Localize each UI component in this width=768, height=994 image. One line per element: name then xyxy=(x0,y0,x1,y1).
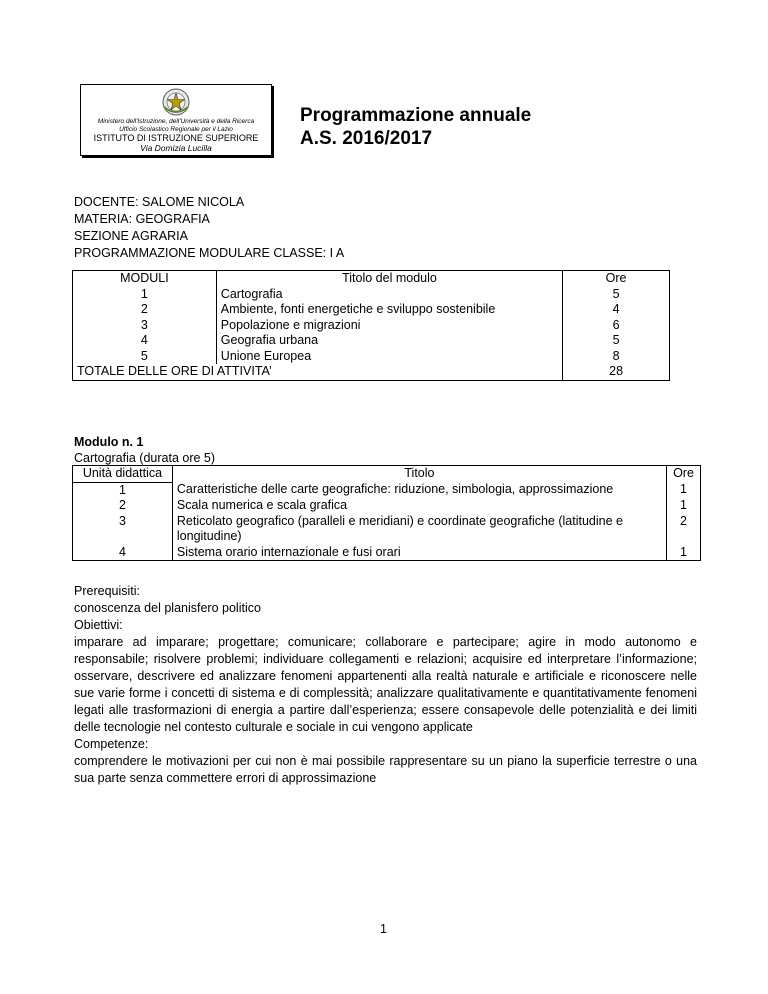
module-hours: 8 xyxy=(563,349,670,365)
module-hours: 5 xyxy=(563,287,670,303)
unit-title: Sistema orario internazionale e fusi orari xyxy=(172,545,666,561)
table-header-row xyxy=(73,271,670,287)
logo-address-line: Via Domizia Lucilla xyxy=(140,143,212,153)
module-number: 2 xyxy=(73,302,217,318)
sezione-line: SEZIONE AGRARIA xyxy=(74,229,188,243)
title-line-1: Programmazione annuale xyxy=(300,105,532,126)
units-table xyxy=(72,465,701,561)
unit-number: 1 xyxy=(73,482,173,498)
logo-institute-line: ISTITUTO DI ISTRUZIONE SUPERIORE xyxy=(93,133,259,143)
table-row xyxy=(73,318,670,334)
modulo-heading xyxy=(74,434,215,466)
italian-republic-emblem-icon xyxy=(161,87,191,117)
school-logo-box xyxy=(80,84,272,156)
unit-hours: 1 xyxy=(667,545,701,561)
modulo-subtitle: Cartografia (durata ore 5) xyxy=(74,451,216,465)
table-row xyxy=(73,302,670,318)
obiettivi-label: Obiettivi: xyxy=(74,618,123,632)
competenze-text: comprendere le motivazioni per cui non è mai possibile rappresentare su un piano la superficie terrestre o una sua parte senza commettere errori di approssimazione xyxy=(74,754,697,785)
module-title: Ambiente, fonti energetiche e sviluppo sostenibile xyxy=(216,302,562,318)
unit-number: 3 xyxy=(73,514,173,545)
unit-hours: 1 xyxy=(667,482,701,498)
module-hours: 6 xyxy=(563,318,670,334)
total-row xyxy=(73,364,670,380)
unit-hours: 1 xyxy=(667,498,701,514)
materia-line: MATERIA: GEOGRAFIA xyxy=(74,212,210,226)
table-row xyxy=(73,482,701,498)
modulo-number: Modulo n. 1 xyxy=(74,435,144,449)
programmazione-line: PROGRAMMAZIONE MODULARE CLASSE: I A xyxy=(74,246,345,260)
module-number: 3 xyxy=(73,318,217,334)
table-row xyxy=(73,498,701,514)
header-titolo: Titolo xyxy=(172,466,666,483)
docente-line: DOCENTE: SALOME NICOLA xyxy=(74,195,245,209)
header-titolo: Titolo del modulo xyxy=(216,271,562,287)
unit-number: 4 xyxy=(73,545,173,561)
teacher-info xyxy=(74,194,344,262)
module-title: Unione Europea xyxy=(216,349,562,365)
module-hours: 5 xyxy=(563,333,670,349)
header-ore: Ore xyxy=(563,271,670,287)
unit-number: 2 xyxy=(73,498,173,514)
prerequisiti-label: Prerequisiti: xyxy=(74,584,140,598)
table-row xyxy=(73,349,670,365)
module-number: 5 xyxy=(73,349,217,365)
table-row xyxy=(73,333,670,349)
header-unita: Unità didattica xyxy=(73,466,173,483)
table-row xyxy=(73,545,701,561)
title-line-2: A.S. 2016/2017 xyxy=(300,128,433,149)
module-hours: 4 xyxy=(563,302,670,318)
header-ore: Ore xyxy=(667,466,701,483)
competenze-label: Competenze: xyxy=(74,737,149,751)
table-row xyxy=(73,287,670,303)
module-title: Popolazione e migrazioni xyxy=(216,318,562,334)
table-header-row xyxy=(73,466,701,483)
page-number: 1 xyxy=(380,922,387,936)
document-title xyxy=(300,104,531,150)
module-number: 4 xyxy=(73,333,217,349)
unit-title: Reticolato geografico (paralleli e meridiani) e coordinate geografiche (latitudine e longitudine) xyxy=(172,514,666,545)
table-row xyxy=(73,514,701,545)
header-moduli: MODULI xyxy=(73,271,217,287)
module-number: 1 xyxy=(73,287,217,303)
module-details xyxy=(74,583,697,787)
unit-title: Caratteristiche delle carte geografiche: riduzione, simbologia, approssimazione xyxy=(172,482,666,498)
unit-title: Scala numerica e scala grafica xyxy=(172,498,666,514)
logo-ministry-line: Ministero dell'Istruzione, dell'Università e della Ricerca xyxy=(97,118,255,125)
prerequisiti-text: conoscenza del planisfero politico xyxy=(74,601,261,615)
unit-hours: 2 xyxy=(667,514,701,545)
module-title: Geografia urbana xyxy=(216,333,562,349)
module-title: Cartografia xyxy=(216,287,562,303)
obiettivi-text: imparare ad imparare; progettare; comunicare; collaborare e partecipare; agire in modo autonomo e responsabile; risolvere problemi; individuare collegamenti e relazioni; acquisire ed interpretare l’informazione; osservare, descrivere ed analizzare fenomeni appartenenti alla realtà naturale e artificiale e riconoscere nelle sue varie forme i concetti di sistema e di complessità; analizzare qualitativamente e quantitativamente fenomeni legati alle trasformazioni di energia a partire dall’esperienza; essere consapevole delle potenzialità e dei limiti delle tecnologie nel contesto culturale e sociale in cui vengono applicate xyxy=(74,635,697,734)
total-label: TOTALE DELLE ORE DI ATTIVITA’ xyxy=(73,364,563,380)
modules-table xyxy=(72,270,670,381)
total-value: 28 xyxy=(563,364,670,380)
logo-office-line: Ufficio Scolastico Regionale per il Lazio xyxy=(119,126,233,133)
